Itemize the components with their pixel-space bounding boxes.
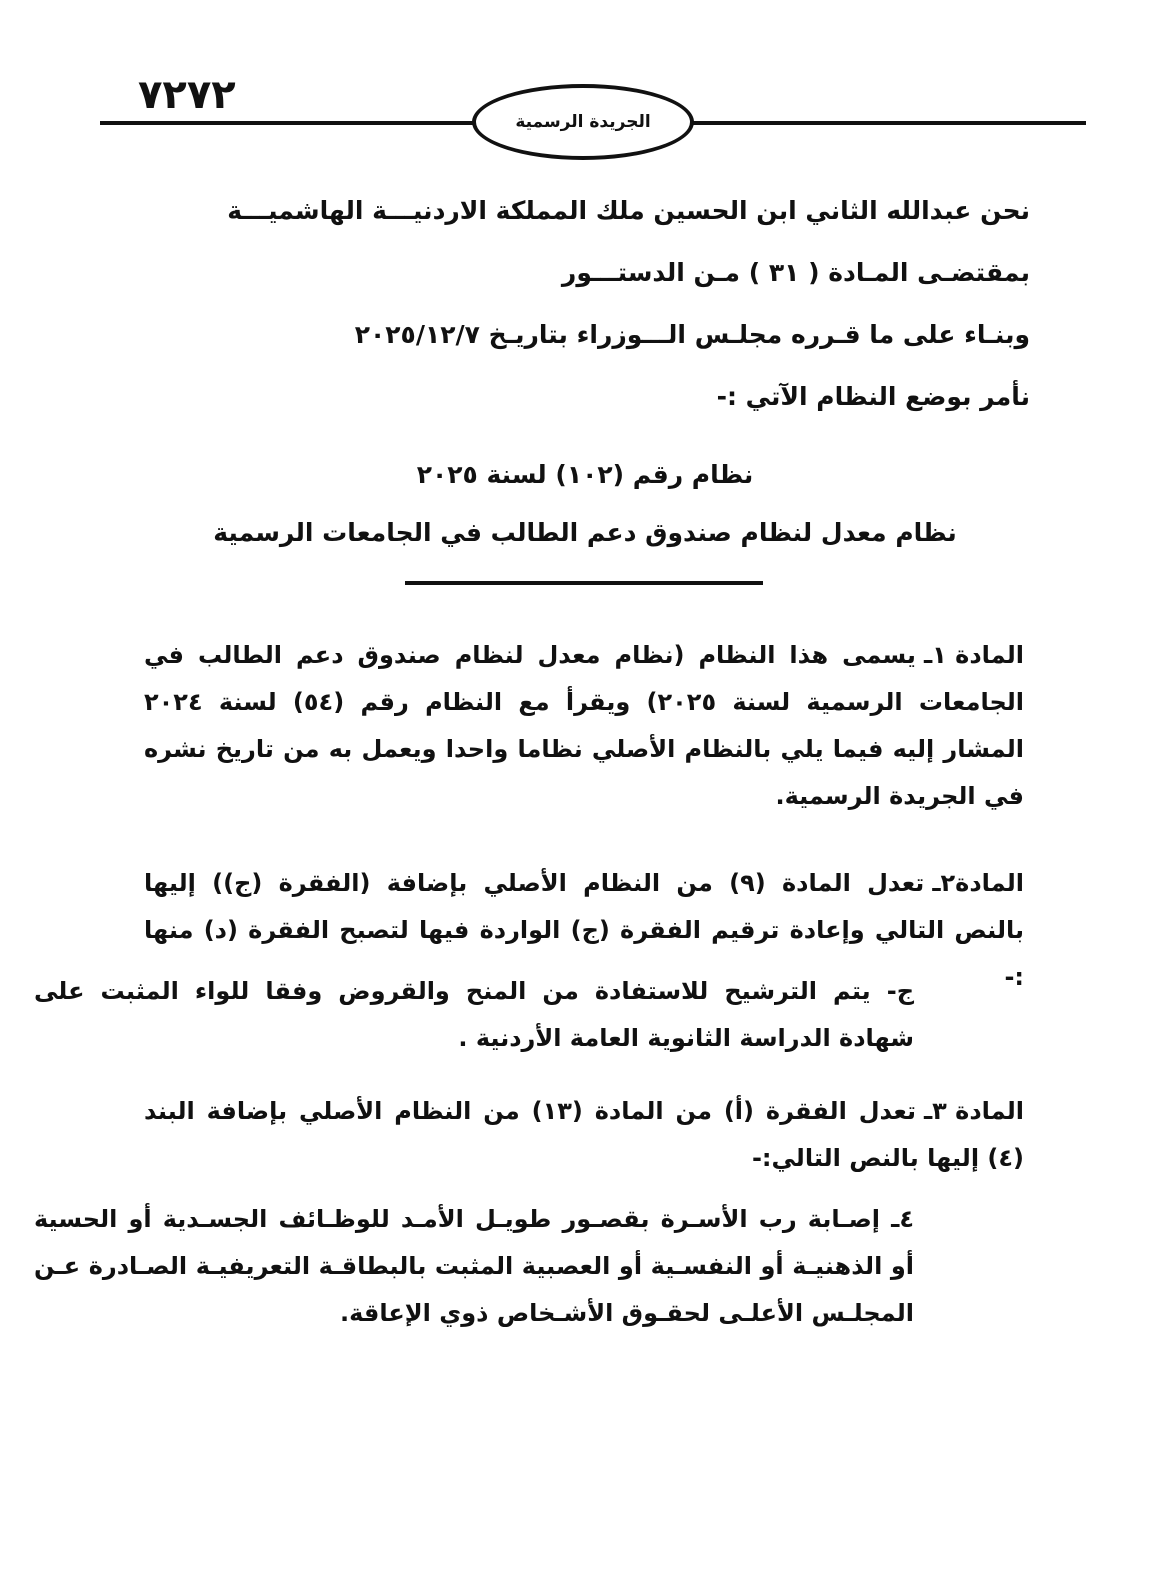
- article-1-text: يسمى هذا النظام (نظام معدل لنظام صندوق دعم الطالب في الجامعات الرسمية لسنة ٢٠٢٥) ويقرأ مع النظام رقم (٥٤) لسنة ٢٠٢٤ المشار إليه فيما يلي بالنظام الأصلي نظاما واحدا ويعمل به من تاريخ نشره في الجريدة الرسمية.: [144, 641, 1024, 810]
- regulation-name: نظام معدل لنظام صندوق دعم الطالب في الجامعات الرسمية: [213, 518, 957, 547]
- masthead-title: الجريدة الرسمية: [515, 112, 651, 132]
- article-1: [144, 632, 1024, 820]
- preamble-line-4: نأمر بوضع النظام الآتي :-: [716, 382, 1030, 411]
- regulation-number: نظام رقم (١٠٢) لسنة ٢٠٢٥: [416, 460, 754, 489]
- article-2-text: تعدل المادة (٩) من النظام الأصلي بإضافة (الفقرة (ج)) إليها بالنص التالي وإعادة ترقيم الفقرة (ج) الواردة فيها لتصبح الفقرة (د) منها :-: [144, 869, 1024, 991]
- masthead-oval: [472, 84, 694, 160]
- preamble-line-1: نحن عبدالله الثاني ابن الحسين ملك المملكة الاردنيـــة الهاشميـــة: [227, 196, 1030, 225]
- preamble-line-3: وبنـاء على ما قـرره مجلـس الـــوزراء بتاريـخ ٢٠٢٥/١٢/٧: [354, 320, 1030, 349]
- article-1-label: المادة ١ـ: [923, 641, 1024, 669]
- article-3-item-4: ٤ـ إصـابة رب الأسـرة بقصـور طويـل الأمـد للوظـائف الجسـدية أو الحسية أو الذهنيـة أو النفسـية أو العصبية المثبت بالبطاقـة التعريفيـة الصـادرة عـن المجلـس الأعلـى لحقـوق الأشـخاص ذوي الإعاقة.: [34, 1205, 914, 1327]
- title-rule: [405, 581, 763, 585]
- page-number: ٧٢٧٢: [138, 72, 236, 118]
- preamble-line-2: بمقتضـى المـادة ( ٣١ ) مـن الدستـــور: [561, 258, 1030, 287]
- article-3-text: تعدل الفقرة (أ) من المادة (١٣) من النظام الأصلي بإضافة البند (٤) إليها بالنص التالي:-: [144, 1097, 1024, 1172]
- article-2-paragraph-c: ج- يتم الترشيح للاستفادة من المنح والقروض وفقا للواء المثبت على شهادة الدراسة الثانوية العامة الأردنية .: [34, 977, 914, 1052]
- article-2-label: المادة٢ـ: [932, 869, 1024, 897]
- article-3: [144, 1088, 1024, 1182]
- article-3-label: المادة ٣ـ: [923, 1097, 1024, 1125]
